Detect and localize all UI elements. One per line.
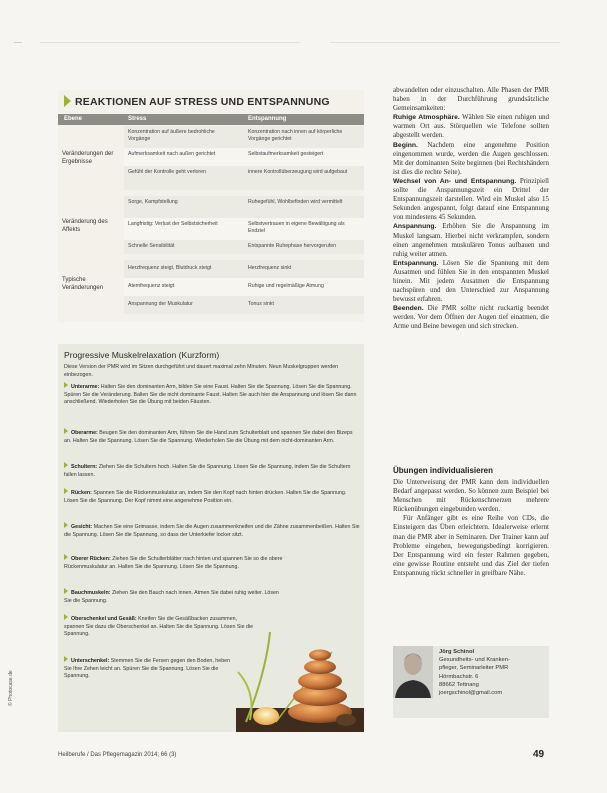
section-heading: Übungen individualisieren	[393, 466, 494, 475]
table-cell: Konzentration auf äußere bedrohliche Vorgänge	[128, 129, 215, 142]
paragraph-text: Erhöhen Sie die Anspannung im Muskel langsam. Hierbei nicht verkrampfen, sondern einen angenehmen muskulären Tonus aufbauen und ruhig weiter atmen.	[393, 222, 549, 258]
footer-journal: Heilberufe / Das Pflegemagazin 2014; 66 (3)	[58, 752, 177, 758]
box-intro: Diese Version der PMR wird im Sitzen durchgeführt und dauert maximal zehn Minuten. Neun Muskelgruppen werden einbezogen.	[64, 364, 339, 378]
table-cell: Gefühl der Kontrolle geht verloren	[128, 169, 206, 175]
author-photo	[393, 646, 433, 698]
item-text: Ziehen Sie den Bauch nach innen. Atmen Sie dabei ruhig weiter. Lösen Sie die Spannung.	[64, 590, 279, 604]
item-text: Halten Sie den dominanten Arm, bilden Sie eine Faust. Halten Sie die Spannung. Lösen Sie die Spannung. Spüren Sie die Veränderung. Ballen Sie die nicht dominante Faust. Halten Sie auch hier die Anspannung und lösen Sie dann anschließend. Wiederholen Sie die Übung mit beiden Fäusten.	[64, 384, 357, 406]
item-lead: Oberarme:	[71, 430, 98, 436]
table-cell: Schnelle Sensibilität	[128, 243, 175, 249]
paragraph-lead: Anspannung.	[393, 223, 437, 231]
list-item	[64, 382, 360, 407]
paragraph: Die Unterweisung der PMR kann dem individuellen Bedarf angepasst werden. So können zum Beispiel bei Menschen mit Rückenschmerzen mehrere Rückenübungen eingebunden werden.	[393, 478, 549, 514]
table-cell: Tonus sinkt	[248, 301, 274, 307]
paragraph-lead: Wechsel von An- und Entspannung.	[393, 177, 517, 185]
item-text: Machen Sie eine Grimasse, indem Sie die Augen zusammenkneifen und die Zähne zusammenbeißen. Halten Sie die Spannung. Lösen Sie die Spannung, so dass der Unterkiefer locker sitzt.	[64, 524, 360, 538]
item-lead: Gesicht:	[71, 524, 93, 530]
paragraph	[393, 304, 549, 331]
table-cell: Anspannung der Muskulatur	[128, 301, 193, 307]
header-stress: Stress	[128, 116, 147, 122]
page-number: 49	[533, 749, 545, 760]
table-cell: Ruhegefühl, Wohlbefinden wird vermittelt	[248, 199, 343, 205]
photo-credit: © Photocase.de	[8, 670, 14, 706]
list-item	[64, 488, 360, 505]
paragraph-text: Nachdem eine angenehme Position eingenommen wurde, werden die Augen geschlossen. Mit der dominanten Seite beginnen (bei Rechtshändern ist dies die rechte Seite).	[393, 140, 550, 176]
person-icon	[393, 646, 433, 698]
item-text: Beugen Sie den dominanten Arm, führen Sie die Hand zum Schulterblatt und spannen Sie dabei den Bizeps an. Halten Sie die Spannung. Lösen Sie die Spannung. Wiederholen Sie die Übung mit dem nicht-dominanten Arm.	[64, 430, 353, 444]
paragraph-text: Die PMR sollte nicht ruckartig beendet werden. Vor dem Öffnen der Augen tief einatmen, die Arme und Beine bewegen und sich strecken.	[393, 304, 550, 331]
table-cell: Selbstaufmerksamkeit gesteigert	[248, 151, 324, 157]
top-rule-right	[330, 42, 560, 43]
table-cell: Konzentration nach innen auf körperliche Vorgänge gerichtet	[248, 129, 343, 142]
table-cell: Langfristig: Verlust der Selbstsicherheit	[128, 221, 218, 227]
table-cell: Atemfrequenz steigt	[128, 283, 175, 289]
paragraph-lead: Beginn.	[393, 141, 418, 149]
table-title-text: REAKTIONEN AUF STRESS UND ENTSPANNUNG	[75, 96, 330, 108]
author-box	[393, 646, 549, 718]
paragraph	[393, 113, 549, 140]
header-relaxation: Entspannung	[248, 116, 287, 122]
paragraph-lead: Beenden.	[393, 305, 424, 313]
paragraph	[393, 141, 549, 177]
author-name: Jörg Schinol	[439, 649, 475, 655]
author-line: 88662 Tettnang	[439, 681, 479, 688]
crop-mark	[14, 42, 22, 43]
bullet-icon	[64, 614, 68, 620]
list-item	[64, 554, 286, 571]
author-line: Hörmbachstr. 6	[439, 673, 479, 680]
table-group	[58, 260, 364, 316]
item-text: Ziehen Sie die Schultern hoch. Halten Sie die Spannung. Lösen Sie die Spannung, indem Sie die Schultern fallen lassen.	[64, 464, 351, 478]
item-lead: Oberer Rücken:	[71, 556, 111, 562]
table-cell: Sorge, Kampfstellung	[128, 199, 178, 205]
bullet-icon	[64, 382, 68, 388]
top-rule	[40, 42, 300, 43]
bullet-icon	[64, 554, 68, 560]
table-cell: innere Kontrollüberzeugung wird aufgebaut	[248, 169, 348, 175]
paragraph	[393, 177, 549, 222]
author-info	[439, 648, 510, 697]
item-text: Stemmen Sie die Fersen gegen den Boden, heben Sie Ihre Zehen leicht an. Spüren Sie die Spannung. Lösen Sie die Spannung.	[64, 658, 231, 680]
group-label: Typische Veränderungen	[62, 277, 104, 291]
item-lead: Rücken:	[71, 490, 92, 496]
item-lead: Bauchmuskeln:	[71, 590, 111, 596]
box-title: Progressive Muskelrelaxation (Kurzform)	[64, 350, 220, 360]
item-lead: Unterarme:	[71, 384, 100, 390]
triangle-icon	[64, 95, 71, 107]
author-line: pfleger, Seminarleiter PMR	[439, 665, 509, 672]
article-column-2	[393, 478, 549, 578]
paragraph-text: Wählen Sie einen ruhigen und warmen Ort aus. Störquellen wie Telefone sollten abgestellt werden.	[393, 113, 549, 140]
list-item	[64, 462, 360, 479]
paragraph-text: Lösen Sie die Spannung mit dem Ausatmen und fühlen Sie in den entspannten Muskel hinein. Mit jedem Ausatmen die Entspannung nachspüren und den Unterschied zur Anspannung bewusst erfahren.	[393, 258, 549, 304]
item-text: Spannen Sie die Rückenmuskulatur an, indem Sie den Kopf nach hinten drücken. Halten Sie die Spannung. Lösen Sie die Spannung. Der Kopf nimmt eine angenehme Position ein.	[64, 490, 347, 504]
paragraph: abwandelten oder einzuschalten. Alle Phasen der PMR haben in der Durchführung grundsätzliche Gemeinsamkeiten:	[393, 86, 549, 113]
table-cell: Herzfrequenz steigt, Blutdruck steigt	[128, 265, 212, 271]
list-item	[64, 522, 360, 539]
table-cell: Ruhige und regelmäßige Atmung	[248, 283, 324, 289]
group-label: Veränderung des Affekts	[62, 219, 108, 233]
group-label: Veränderungen der Ergebnisse	[62, 151, 114, 165]
author-email[interactable]: joergschinol@gmail.com	[439, 690, 503, 697]
bullet-icon	[64, 428, 68, 434]
bullet-icon	[64, 488, 68, 494]
item-lead: Unterschenkel:	[71, 658, 110, 664]
table-cell: Aufmerksamkeit nach außen gerichtet	[128, 151, 216, 157]
paragraph	[393, 222, 549, 258]
bullet-icon	[64, 656, 68, 662]
list-item	[64, 614, 254, 639]
item-lead: Oberschenkel und Gesäß:	[71, 616, 137, 622]
table-cell: Selbstvertrauen in eigene Bewältigung als Endziel	[248, 221, 345, 234]
table-group	[58, 126, 364, 190]
list-item	[64, 588, 286, 605]
bullet-icon	[64, 588, 68, 594]
stress-table	[58, 90, 364, 322]
table-header	[58, 114, 364, 125]
author-line: Gesundheits- und Kranken-	[439, 657, 510, 664]
paragraph-lead: Ruhige Atmosphäre.	[393, 114, 460, 122]
list-item	[64, 656, 234, 681]
header-level: Ebene	[64, 116, 83, 122]
article-column	[393, 86, 549, 332]
paragraph	[393, 259, 549, 304]
bullet-icon	[64, 462, 68, 468]
stones-image	[236, 612, 364, 732]
table-cell: Herzfrequenz sinkt	[248, 265, 292, 271]
table-cell: Entspannte Ruhephase hervorgerufen	[248, 243, 336, 249]
paragraph: Für Anfänger gibt es eine Reihe von CDs, die Einsteigern das Üben erleichtern. Idealerweise erlernt man die PMR aber in Seminaren. Der Trainer kann auf Probleme eingehen, bewegungsbedingt korrigieren. Der Entspannung wird ein fester Rahmen gegeben, eine gewisse Routine entsteht und das Ziel der tiefen Entspannung rückt schneller in greifbare Nähe.	[393, 514, 549, 577]
item-lead: Schultern:	[71, 464, 98, 470]
item-text: Ziehen Sie die Schulterblätter nach hinten und spannen Sie so die obere Rückenmuskulatur an. Halten Sie die Spannung. Lösen Sie die Spannung.	[64, 556, 283, 570]
paragraph-text: Prinzipiell sollte die Anspannungszeit ein Drittel der Entspannungszeit darstellen. Wird ein Muskel also 15 Sekunden angespannt, folgt darauf eine Entspannung von mindestens 45 Sekunden.	[393, 176, 549, 222]
table-title	[64, 95, 330, 108]
bullet-icon	[64, 522, 68, 528]
item-text: Kneifen Sie die Gesäßbacken zusammen, spannen Sie dazu die Oberschenkel an. Halten Sie die Spannung. Lösen Sie die Spannung.	[64, 616, 254, 638]
paragraph-lead: Entspannung.	[393, 259, 439, 267]
table-group	[58, 196, 364, 258]
list-item	[64, 428, 360, 445]
